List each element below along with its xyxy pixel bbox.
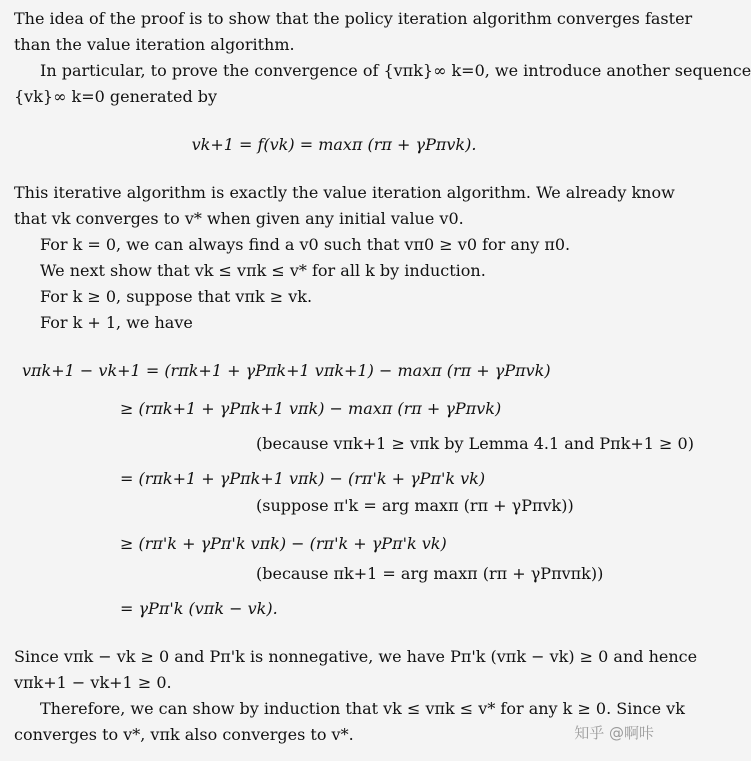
- text-line: This iterative algorithm is exactly the value iteration algorithm. We already know: [14, 183, 675, 202]
- text-line: {vk}∞ k=0 generated by: [14, 87, 218, 106]
- derivation-justification: (because vπk+1 ≥ vπk by Lemma 4.1 and Pπk+1 ≥ 0): [256, 434, 694, 453]
- derivation-justification: (suppose π'k = arg maxπ (rπ + γPπvk)): [256, 496, 574, 515]
- text-line: vπk+1 − vk+1 ≥ 0.: [14, 673, 172, 692]
- watermark: 知乎 @啊咔: [574, 724, 654, 742]
- text-line: converges to v*, vπk also converges to v*.: [14, 725, 354, 744]
- derivation-line: vπk+1 − vk+1 = (rπk+1 + γPπk+1 vπk+1) − maxπ (rπ + γPπvk): [22, 361, 551, 380]
- derivation-line: ≥ (rπk+1 + γPπk+1 vπk) − maxπ (rπ + γPπvk): [120, 399, 502, 418]
- text-line: We next show that vk ≤ vπk ≤ v* for all k by induction.: [40, 261, 486, 280]
- text-line: In particular, to prove the convergence of {vπk}∞ k=0, we introduce another sequence: [40, 61, 751, 80]
- derivation-line: ≥ (rπ'k + γPπ'k vπk) − (rπ'k + γPπ'k vk): [120, 534, 447, 553]
- derivation-line: = γPπ'k (vπk − vk).: [120, 599, 278, 618]
- text-line: Therefore, we can show by induction that vk ≤ vπk ≤ v* for any k ≥ 0. Since vk: [40, 699, 685, 718]
- derivation-line: = (rπk+1 + γPπk+1 vπk) − (rπ'k + γPπ'k vk): [120, 469, 486, 488]
- text-line: that vk converges to v* when given any initial value v0.: [14, 209, 464, 228]
- text-line: For k + 1, we have: [40, 313, 193, 332]
- text-line: For k = 0, we can always find a v0 such that vπ0 ≥ v0 for any π0.: [40, 235, 571, 254]
- derivation-justification: (because πk+1 = arg maxπ (rπ + γPπvπk)): [256, 564, 604, 583]
- text-line: than the value iteration algorithm.: [14, 35, 295, 54]
- text-line: For k ≥ 0, suppose that vπk ≥ vk.: [40, 287, 313, 306]
- text-line: Since vπk − vk ≥ 0 and Pπ'k is nonnegative, we have Pπ'k (vπk − vk) ≥ 0 and hence: [14, 647, 698, 666]
- main-equation: vk+1 = f(vk) = maxπ (rπ + γPπvk).: [191, 135, 477, 154]
- text-line: The idea of the proof is to show that the policy iteration algorithm converges faster: [14, 9, 693, 28]
